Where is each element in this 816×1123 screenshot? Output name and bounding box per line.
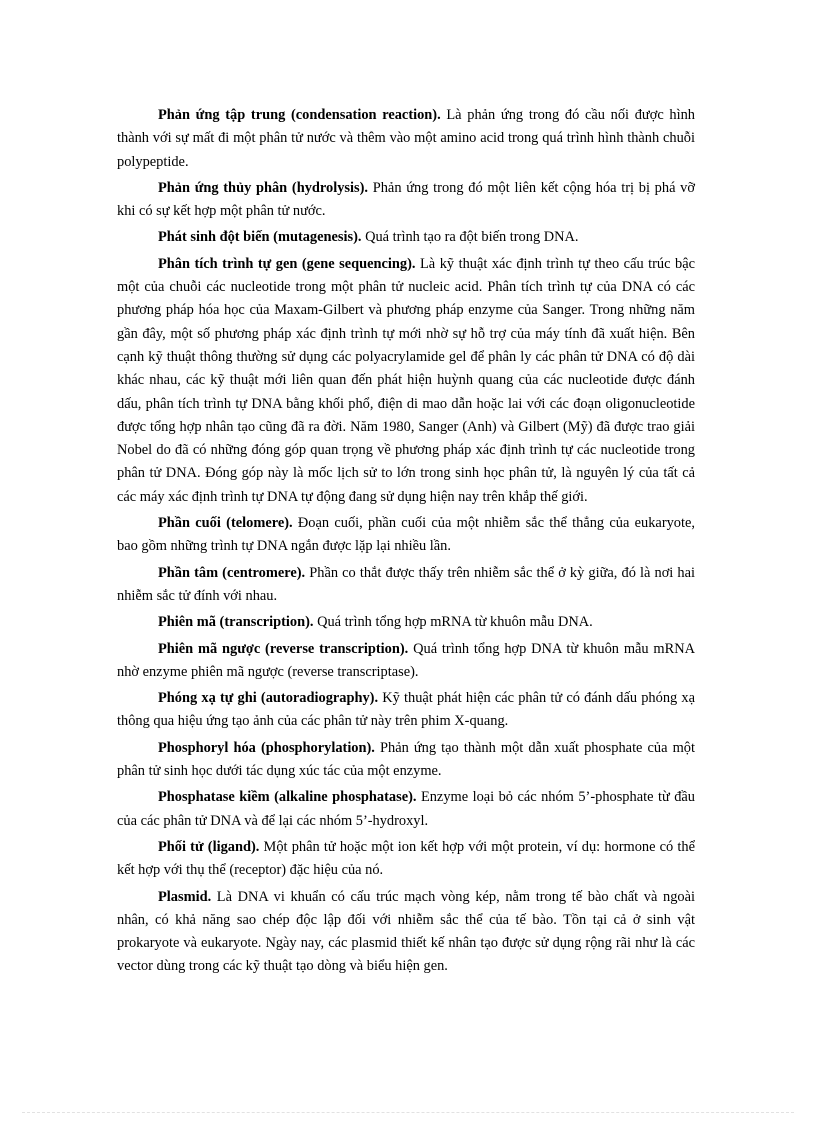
entry-definition: Quá trình tổng hợp mRNA từ khuôn mẫu DNA. bbox=[313, 614, 593, 631]
entry-definition: Một phân tử hoặc một ion kết hợp với một protein, ví dụ: hormone có thể kết hợp với thụ thể (receptor) đặc hiệu của nó. bbox=[117, 838, 696, 879]
entry-definition: Quá trình tổng hợp DNA từ khuôn mẫu mRNA nhờ enzyme phiên mã ngược (reverse transcriptase). bbox=[117, 640, 695, 680]
entry-definition: Enzyme loại bỏ các nhóm 5’-phosphate từ đầu của các phân tử DNA và để lại các nhóm 5’-hydroxyl. bbox=[117, 789, 695, 829]
entry-term: Phiên mã ngược (reverse transcription). bbox=[158, 640, 409, 657]
entry-definition: Kỹ thuật phát hiện các phân tử có đánh dấu phóng xạ thông qua hiệu ứng tạo ảnh của các phân tử này trên phim X-quang. bbox=[117, 690, 695, 730]
glossary-entry-autoradiography bbox=[117, 687, 695, 734]
entry-definition: Là kỹ thuật xác định trình tự theo cấu trúc bậc một của chuỗi các nucleotide trong một phân tử nucleic acid. Phân tích trình tự của DNA có các phương pháp hóa học của Maxam-Gilbert và phương pháp enzyme của Sanger. Trong những năm gần đây, một số phương pháp xác định trình tự mới nhờ sự hỗ trợ của máy tính đã xuất hiện. Bên cạnh kỹ thuật thông thường sử dụng các polyacrylamide gel để phân ly các phân tử DNA có độ dài khác nhau, các kỹ thuật mới liên quan đến phát hiện huỳnh quang của các nucleotide được đánh dấu, phân tích trình tự DNA bằng khối phổ, điện di mao dẫn hoặc lai với các đoạn oligonucleotide được tổng hợp nhân tạo cũng đã ra đời. Năm 1980, Sanger (Anh) và Gilbert (Mỹ) đã được trao giải Nobel do đã có những đóng góp quan trọng về phương pháp xác định trình tự các nucleotide trong phân tử DNA. Đóng góp này là mốc lịch sử to lớn trong sinh học phân tử, là nguyên lý của tất cả các máy xác định trình tự DNA tự động đang sử dụng hiện nay trên khắp thế giới. bbox=[117, 255, 695, 505]
glossary-entry-mutagenesis bbox=[117, 226, 695, 249]
entry-term: Phiên mã (transcription). bbox=[158, 614, 314, 631]
entry-definition: Phản ứng tạo thành một dẫn xuất phosphate của một phân tử sinh học dưới tác dụng xúc tác của một enzyme. bbox=[117, 739, 695, 780]
entry-definition: Phản ứng trong đó một liên kết cộng hóa trị bị phá vỡ khi có sự kết hợp một phân tử nước. bbox=[117, 179, 695, 220]
glossary-entry-alkaline-phosphatase bbox=[117, 786, 695, 833]
glossary-entry-ligand bbox=[117, 836, 695, 883]
glossary-entry-telomere bbox=[117, 512, 695, 559]
page-bottom-divider bbox=[22, 1112, 794, 1113]
entry-term: Phản ứng thủy phân (hydrolysis). bbox=[158, 179, 369, 196]
glossary-entry-plasmid bbox=[117, 886, 695, 979]
entry-term: Plasmid. bbox=[158, 888, 212, 905]
entry-term: Phát sinh đột biến (mutagenesis). bbox=[158, 229, 362, 246]
entry-term: Phản ứng tập trung (condensation reaction). bbox=[158, 107, 441, 123]
entry-term: Phối tử (ligand). bbox=[158, 838, 260, 855]
entry-term: Phần tâm (centromere). bbox=[158, 564, 306, 581]
entry-term: Phần cuối (telomere). bbox=[158, 515, 293, 532]
glossary-entry-reverse-transcription bbox=[117, 638, 695, 685]
entry-term: Phóng xạ tự ghi (autoradiography). bbox=[158, 690, 379, 707]
entry-definition: Quá trình tạo ra đột biến trong DNA. bbox=[361, 229, 579, 246]
glossary-page bbox=[117, 104, 695, 982]
entry-term: Phosphatase kiềm (alkaline phosphatase). bbox=[158, 789, 417, 806]
glossary-entry-gene-sequencing bbox=[117, 253, 695, 509]
glossary-entry-condensation-reaction bbox=[117, 104, 695, 174]
entry-definition: Là phản ứng trong đó cầu nối được hình thành với sự mất đi một phân tử nước và thêm vào một amino acid trong quá trình hình thành chuỗi polypeptide. bbox=[117, 107, 695, 170]
glossary-entry-transcription bbox=[117, 611, 695, 634]
entry-definition: Là DNA vi khuẩn có cấu trúc mạch vòng kép, nằm trong tế bào chất và ngoài nhân, có khả năng sao chép độc lập đối với nhiễm sắc thể của tế bào. Tồn tại cả ở sinh vật prokaryote và eukaryote. Ngày nay, các plasmid thiết kế nhân tạo được sử dụng rộng rãi như là các vector dùng trong các kỹ thuật tạo dòng và biểu hiện gen. bbox=[117, 888, 695, 975]
entry-definition: Đoạn cuối, phần cuối của một nhiễm sắc thể thẳng của eukaryote, bao gồm những trình tự DNA ngắn được lặp lại nhiều lần. bbox=[117, 515, 695, 555]
glossary-entry-centromere bbox=[117, 562, 695, 609]
entry-term: Phosphoryl hóa (phosphorylation). bbox=[158, 739, 375, 756]
entry-term: Phân tích trình tự gen (gene sequencing). bbox=[158, 255, 416, 272]
glossary-entry-phosphorylation bbox=[117, 737, 695, 784]
entry-definition: Phần co thắt được thấy trên nhiễm sắc thể ở kỳ giữa, đó là nơi hai nhiễm sắc tử đính với nhau. bbox=[117, 564, 695, 604]
glossary-entry-hydrolysis bbox=[117, 177, 695, 224]
